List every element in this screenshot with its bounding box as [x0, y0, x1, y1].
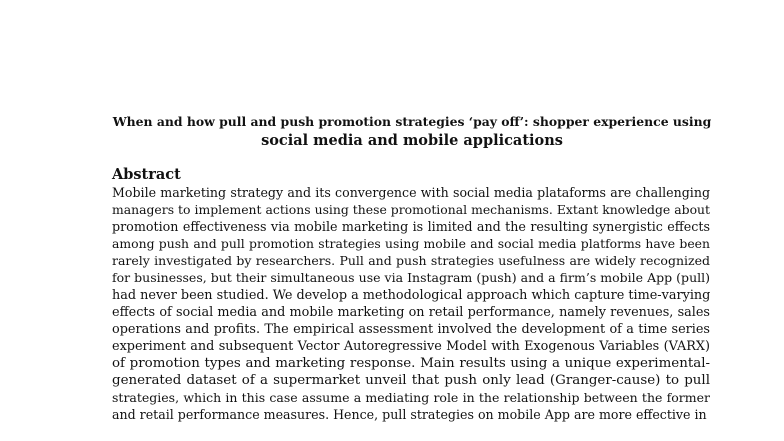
abstract-line: strategies, which in this case assume a mediating role in the relationship between the former — [112, 390, 710, 406]
abstract-body — [112, 184, 710, 423]
abstract-line: managers to implement actions using these promotional mechanisms. Extant knowledge about — [112, 202, 710, 218]
abstract-line: experiment and subsequent Vector Autoregressive Model with Exogenous Variables (VARX) — [112, 338, 710, 354]
abstract-line: Mobile marketing strategy and its convergence with social media plataforms are challenging — [112, 185, 710, 200]
paper-title — [112, 112, 712, 150]
abstract-line: generated dataset of a supermarket unveil that push only lead (Granger-cause) to pull — [112, 373, 710, 389]
abstract-line: and retail performance measures. Hence, pull strategies on mobile App are more effective in — [112, 407, 707, 423]
abstract-line: among push and pull promotion strategies using mobile and social media platforms have been — [112, 236, 710, 252]
abstract-line: of promotion types and marketing response. Main results using a unique experimental- — [112, 355, 710, 371]
abstract-line: had never been studied. We develop a methodological approach which capture time-varying — [112, 287, 711, 303]
paper-title-line-2: social media and mobile applications — [261, 132, 563, 149]
abstract-line: for businesses, but their simultaneous use via Instagram (push) and a firm’s mobile App (pull) — [112, 270, 710, 286]
abstract-heading: Abstract — [112, 166, 181, 183]
abstract-line: effects of social media and mobile marketing on retail performance, namely revenues, sales — [112, 304, 710, 320]
abstract-line: operations and profits. The empirical assessment involved the development of a time series — [112, 321, 710, 337]
abstract-line: promotion effectiveness via mobile marketing is limited and the resulting synergistic effects — [112, 219, 710, 235]
paper-title-line-1: When and how pull and push promotion strategies ‘pay off’: shopper experience using — [112, 114, 712, 129]
abstract-line: rarely investigated by researchers. Pull and push strategies usefulness are widely recognized — [112, 253, 710, 269]
